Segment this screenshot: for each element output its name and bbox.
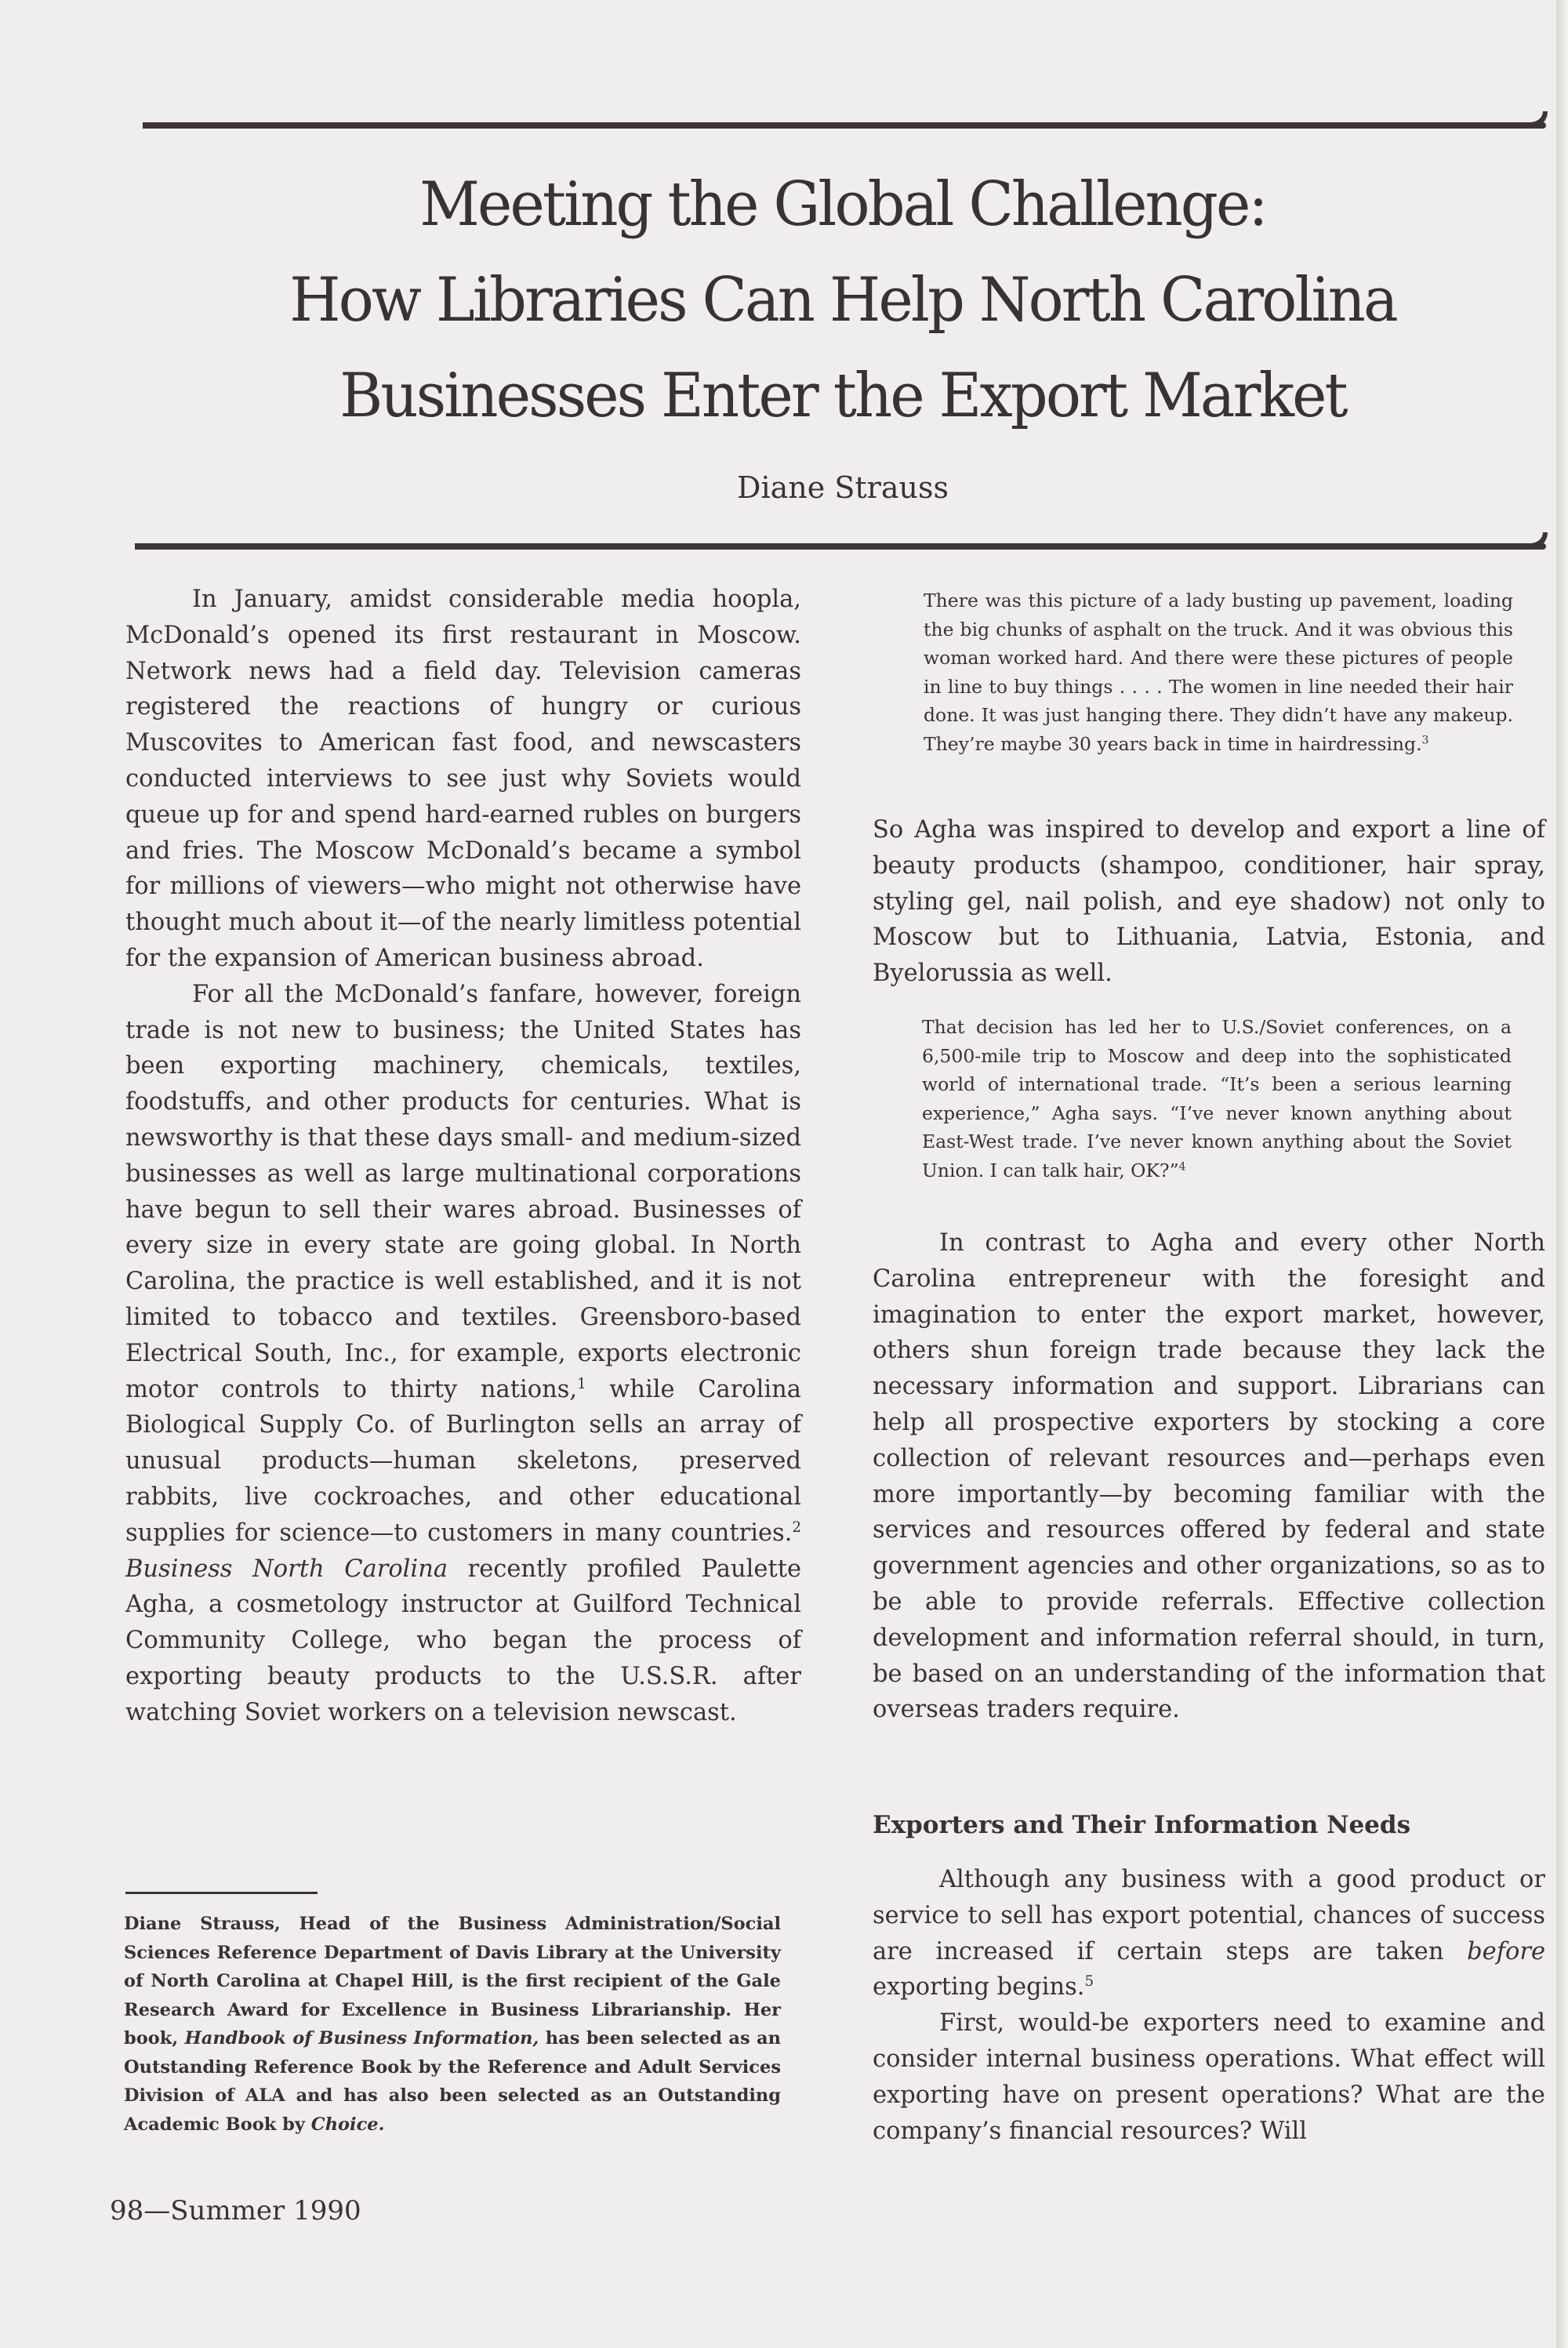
footnote-ref-2: 2 bbox=[792, 1519, 801, 1536]
right-column-para-1 bbox=[873, 812, 1545, 992]
author-bio: Diane Strauss, Head of the Business Administration/Social Sciences Reference Department of Davis Library at the University of North Carolina at Chapel Hill, is the first recipient of the Gale Research Award for Excellence in Business Librarianship. Her book, Handbook of Business Information, has been selected as an Outstanding Reference Book by the Reference and Adult Services Division of ALA and has also been selected as an Outstanding Academic Book by Choice. bbox=[124, 1914, 781, 2135]
body-paragraph-1: In January, amidst considerable media hoopla, McDonald’s opened its first restaurant in Moscow. Network news had a field day. Television cameras registered the reactions of hungry or curious Muscovites to American fast food, and newscasters conducted interviews to see just why Soviets would queue up for and spend hard-earned rubles on burgers and fries. The Moscow McDonald’s became a symbol for millions of viewers—who might not otherwise have thought much about it—of the nearly limitless potential for the expansion of American business abroad. bbox=[125, 586, 801, 972]
footnote-divider bbox=[125, 1892, 318, 1894]
section-heading: Exporters and Their Information Needs bbox=[873, 1811, 1411, 1839]
body-paragraph-2: For all the McDonald’s fanfare, however, foreign trade is not new to business; the United States has been exporting machinery, chemicals, textiles, foodstuffs, and other products for centuries. What is newsworthy is that these days small- and medium-sized businesses as well as large multinational corporations have begun to sell their wares abroad. Businesses of every size in every state are going global. In North Carolina, the practice is well established, and it is not limited to tobacco and textiles. Greensboro-based Electrical South, Inc., for example, exports electronic motor controls to thirty nations,$^1$ while Carolina Biological Supply Co. of Burlington sells an array of unusual products—human skeletons, preserved rabbits, live cockroaches, and other educational supplies for science—to customers in many countries.$^2$ Business North Carolina recently profiled Paulette Agha, a cosmetology instructor at Guilford Technical Community College, who began the process of exporting beauty products to the U.S.S.R. after watching Soviet workers on a television newscast. bbox=[125, 980, 802, 1726]
footnote-ref-4: 4 bbox=[1178, 1160, 1186, 1174]
footnote-ref-1: 1 bbox=[577, 1375, 586, 1392]
publication-title: Business North Carolina bbox=[125, 1555, 448, 1583]
page-folio: 98—Summer 1990 bbox=[110, 2195, 361, 2226]
title-bottom-rule bbox=[135, 543, 1546, 550]
title-line-3: Businesses Enter the Export Market bbox=[339, 361, 1346, 431]
body-paragraph-5: Although any business with a good product or service to sell has export potential, chances of success are increased if certain steps are taken before exporting begins.$^5$ bbox=[873, 1866, 1545, 2001]
block-quote-2: That decision has led her to U.S./Soviet conferences, on a 6,500-mile trip to Moscow and deep into the sophisticated world of international trade. “It’s been a serious learning experience,” Agha says. “I’ve never known anything about East-West trade. I’ve never known anything about the Soviet Union. I can talk hair, OK?”$^4$ bbox=[922, 1016, 1512, 1181]
article-title bbox=[147, 157, 1539, 444]
title-line-2: How Libraries Can Help North Carolina bbox=[289, 265, 1396, 336]
book-title: Handbook of Business Information, bbox=[184, 2028, 539, 2049]
author-byline: Diane Strauss bbox=[737, 470, 949, 505]
body-paragraph-3: So Agha was inspired to develop and export a line of beauty products (shampoo, conditioner, hair spray, styling gel, nail polish, and eye shadow) not only to Moscow but to Lithuania, Latvia, Estonia, and Byelorussia as well. bbox=[873, 816, 1545, 988]
emphasis-before: before bbox=[1467, 1937, 1545, 1965]
right-column-para-2 bbox=[873, 1225, 1545, 1728]
left-column bbox=[125, 582, 801, 1731]
right-column-section-body bbox=[873, 1862, 1545, 2149]
title-line-1: Meeting the Global Challenge: bbox=[419, 169, 1266, 240]
block-quote-1: There was this picture of a lady busting up pavement, loading the big chunks of asphalt on the truck. And it was obvious this woman worked hard. And there were these pictures of people in line to buy things . . . . The women in line needed their hair done. It was just hanging there. They didn’t have any makeup. They’re maybe 30 years back in time in hairdressing.$^3$ bbox=[924, 590, 1513, 755]
body-paragraph-6: First, would-be exporters need to examine and consider internal business operations. What effect will exporting have on present operations? What are the company’s financial resources? Will bbox=[873, 2009, 1545, 2145]
page-edge bbox=[1556, 0, 1568, 2348]
footnote-ref-5: 5 bbox=[1084, 1973, 1094, 1991]
publication-name: Choice. bbox=[310, 2114, 385, 2135]
footnote-ref-3: 3 bbox=[1421, 734, 1429, 747]
body-paragraph-4: In contrast to Agha and every other North Carolina entrepreneur with the foresight and imagination to enter the export market, however, others shun foreign trade because they lack the necessary information and support. Librarians can help all prospective exporters by stocking a core collection of relevant resources and—perhaps even more importantly—by becoming familiar with the services and resources offered by federal and state government agencies and other organizations, so as to be able to provide referrals. Effective collection development and information referral should, in turn, be based on an understanding of the information that overseas traders require. bbox=[873, 1229, 1545, 1724]
title-top-rule bbox=[143, 122, 1546, 129]
